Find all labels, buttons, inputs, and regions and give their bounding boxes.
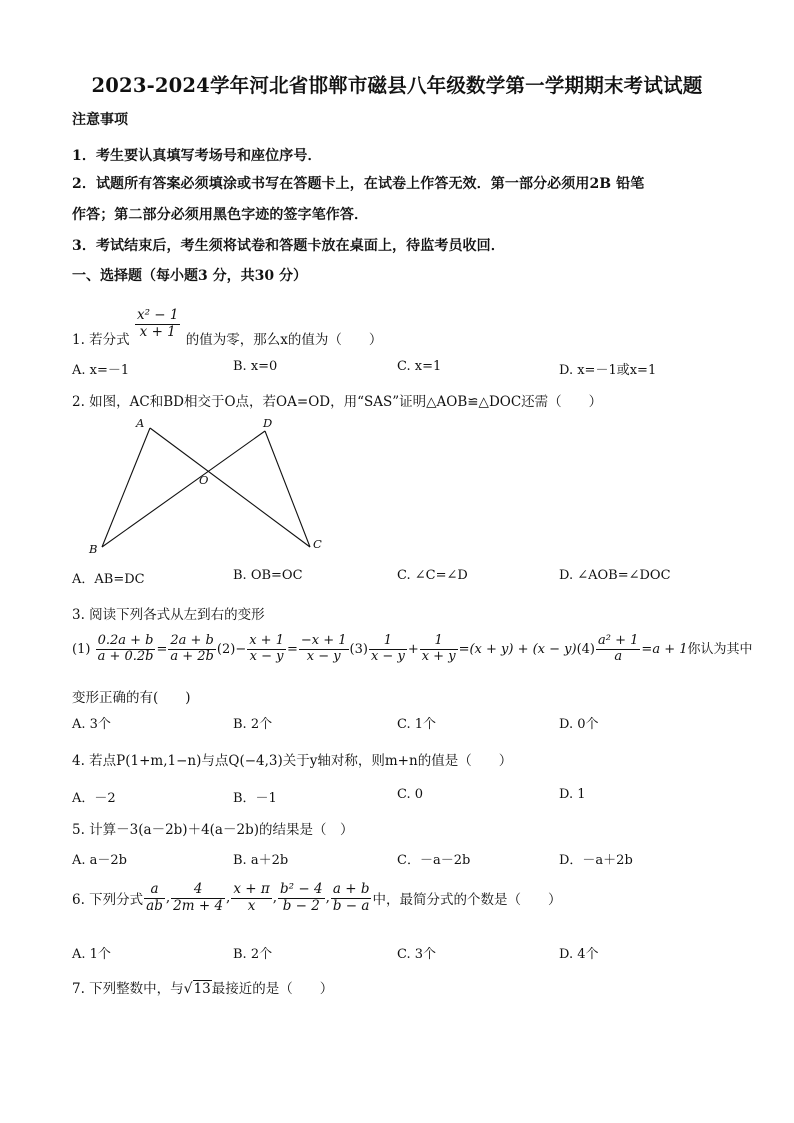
question-5: 5. 计算－3(a－2b)＋4(a－2b)的结果是（ ） (72, 822, 354, 838)
q7-prefix: 7. 下列整数中，与 (72, 981, 184, 997)
q1-frac-num: x² − 1 (136, 306, 179, 323)
point-o-label: O (199, 473, 209, 487)
q6-option-d: D. 4个 (559, 947, 599, 962)
q1-option-b: B. x=0 (233, 359, 278, 374)
q3-f3-d1: x − y (370, 648, 405, 664)
q3-f4-d1: a (614, 648, 623, 664)
page-title: 2023-2024学年河北省邯郸市磁县八年级数学第一学期期末考试试题 (91, 74, 703, 97)
note-2-cont: 作答；第二部分必须用黑色字迹的签字笔作答． (72, 207, 369, 223)
q1-option-d: D. x=－1或x=1 (559, 363, 657, 378)
q6-option-c: C. 3个 (397, 947, 437, 962)
section-heading: 一、选择题（每小题3 分，共30 分） (72, 268, 307, 284)
q6-suffix: 中，最简分式的个数是（ ） (372, 892, 562, 909)
q6-frac-2 (171, 882, 225, 914)
q6-frac-5 (331, 882, 372, 914)
q3-f3-n1: 1 (369, 634, 407, 650)
q3-f4-rhs: a + 1 (652, 641, 688, 657)
q1-option-c: C. x=1 (397, 359, 442, 374)
q6-frac-1-num: a (144, 882, 165, 899)
q3-f2-d2: x − y (306, 648, 341, 664)
q3-f2-n1: x + 1 (249, 633, 284, 648)
q3-f1-n2: 2a + b (170, 633, 214, 648)
point-b-label: B (89, 542, 98, 556)
q6-frac-1 (144, 882, 165, 914)
q6-frac-2-num: 4 (171, 882, 225, 899)
q6-frac-4 (278, 882, 325, 914)
q3-f1-rhs (168, 634, 216, 665)
q2-option-b: B. OB=OC (233, 568, 303, 583)
q1-prefix: 1. 若分式 (72, 332, 130, 348)
q4-option-b: B．－1 (233, 791, 277, 806)
segment-db (102, 431, 265, 547)
question-1 (72, 300, 382, 348)
q5-option-b: B. a＋2b (233, 853, 289, 868)
q3-f3-d2: x + y (421, 648, 456, 664)
q3-f4-n1: a² + 1 (598, 633, 639, 648)
q3-option-c: C. 1个 (397, 717, 437, 732)
segment-ab (102, 428, 150, 547)
q5-option-a: A. a－2b (72, 853, 127, 868)
q6-frac-4-num: b² − 4 (280, 881, 323, 897)
q1-suffix: 的值为零，那么x的值为（ ） (185, 332, 383, 348)
q7-suffix: 最接近的是（ ） (211, 981, 334, 997)
q7-radicand: 13 (193, 981, 211, 997)
question-2: 2. 如图，AC和BD相交于O点，若OA=OD，用“SAS”证明△AOB≌△DOC还需（ ） (72, 394, 603, 410)
q3-continuation: 变形正确的有( ) (72, 690, 191, 706)
q1-frac-den: x + 1 (139, 323, 176, 340)
q3-f3-rhs: (x + y) + (x − y) (469, 641, 577, 657)
q2-option-a: A．AB=DC (72, 572, 145, 587)
q3-f1-lhs (96, 634, 156, 665)
q3-f3-n2: 1 (420, 634, 458, 650)
q3-f1-n1: 0.2a + b (97, 633, 154, 648)
q6-frac-5-den: b − a (332, 897, 370, 914)
q1-fraction (135, 308, 181, 340)
q3-f3-a (369, 634, 407, 665)
point-a-label: A (136, 416, 145, 430)
q3-f1-d2: a + 2b (170, 648, 214, 664)
q5-option-d: D．－a＋2b (559, 853, 633, 868)
q3-option-a: A. 3个 (72, 717, 111, 732)
sqrt-symbol-icon: √ (183, 981, 193, 997)
question-7 (72, 977, 333, 997)
q3-option-b: B. 2个 (233, 717, 273, 732)
segment-ac (150, 428, 310, 547)
question-6: 6. 下列分式 $\frac{a}{ab}$ , $\frac{4}{2m + 4}$ , $\frac{x + \pi}{x}$ , $\frac{\text{b² − 4}}{b - 2}$ , $\frac{a + b}{b - a}$ 中，最简分式的个数是（ ） (72, 881, 562, 914)
notes-heading: 注意事项 (72, 112, 128, 128)
question-4: 4. 若点P(1+m,1−n)与点Q(−4,3)关于y轴对称，则m+n的值是（ ） (72, 753, 513, 769)
q3-f2-d1: x − y (249, 648, 284, 664)
q2-figure (80, 412, 330, 562)
q6-frac-2-den: 2m + 4 (173, 897, 224, 914)
q6-frac-4-den: b − 2 (282, 897, 320, 914)
q6-option-a: A. 1个 (72, 947, 111, 962)
q1-option-a: A. x=－1 (72, 363, 130, 378)
q3-expressions: (1) $\frac{0.2a + b}{a + 0.2b}$ = $\frac{2a + b}{a + 2b}$ (2)− $\frac{x + 1}{x - y}$ = $\frac{-x + 1}{x - y}$ (3) $\frac{1}{x - y}$ + $\frac{1}{x + y}$ =(x + y) + (x − y)(4) $\frac{\text{a² + 1}}{a}$ =a + 1你认为其中 (72, 633, 753, 664)
q3-f3-b (420, 634, 458, 665)
point-c-label: C (313, 537, 322, 551)
q6-frac-3-num: x + π (233, 881, 270, 897)
note-3: 3．考试结束后，考生须将试卷和答题卡放在桌面上，待监考员收回． (72, 238, 505, 254)
q5-option-c: C．－a－2b (397, 853, 471, 868)
q3-f4 (596, 634, 640, 665)
q6-option-b: B. 2个 (233, 947, 273, 962)
q3-f2-n2: −x + 1 (300, 633, 347, 648)
q6-frac-3 (231, 882, 271, 914)
q6-frac-1-den: ab (146, 897, 163, 914)
q2-option-d: D. ∠AOB=∠DOC (559, 568, 671, 583)
q6-frac-5-num: a + b (332, 881, 370, 897)
note-1: 1．考生要认真填写考场号和座位序号． (72, 148, 322, 164)
q3-f2-lhs (247, 634, 286, 665)
q4-option-a: A．－2 (72, 791, 116, 806)
q2-option-c: C. ∠C=∠D (397, 568, 468, 583)
q3-option-d: D. 0个 (559, 717, 599, 732)
note-2: 2．试题所有答案必须填涂或书写在答题卡上，在试卷上作答无效．第一部分必须用2B 铅笔 (72, 176, 645, 192)
q3-f1-d1: a + 0.2b (97, 648, 154, 664)
q6-frac-3-den: x (247, 897, 256, 914)
point-d-label: D (263, 416, 273, 430)
q4-option-d: D. 1 (559, 787, 586, 802)
q3-tail: 你认为其中 (687, 641, 753, 657)
question-3: 3. 阅读下列各式从左到右的变形 (72, 607, 265, 623)
q3-f2-rhs (299, 634, 349, 665)
q4-option-c: C. 0 (397, 787, 424, 802)
q6-prefix: 6. 下列分式 (72, 892, 144, 909)
